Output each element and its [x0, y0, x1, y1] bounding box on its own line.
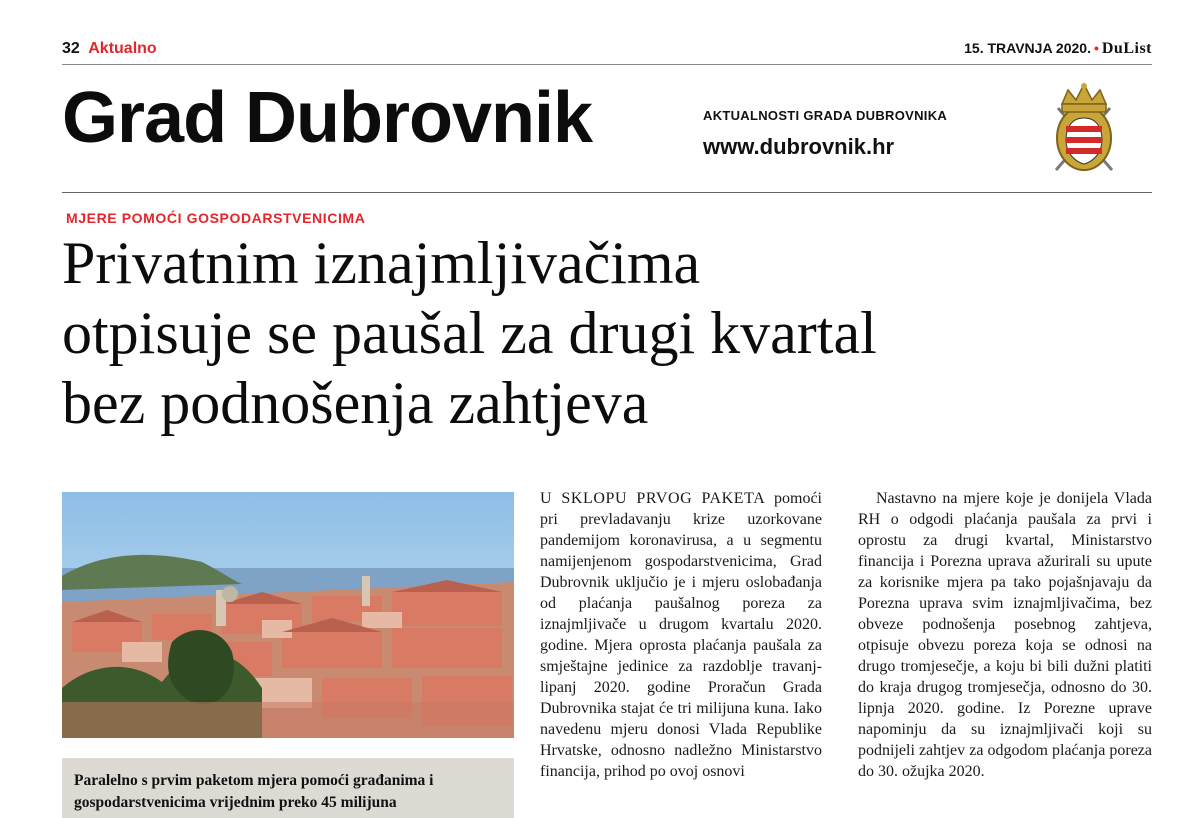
page-number: [62, 40, 157, 58]
column-2-text: Nastavno na mjere koje je donijela Vlada RH o odgodi plaćanja paušala za prvi i oprostu za drugi kvartal, Ministarstvo financija i Porezna uprava ažurirali su upute za korisnike mjera pa tako pojašnjavaju da Porezna uprava svim iznajmljivačima, bez obveze podnošenja posebnog zahtjeva, otpisuje obvezu poreza koja se odnosi na drugo tromjesečje, a koju bi bili dužni platiti do kraja drugog tromjesečja, odnosno do 30. lipnja 2020. godine. Iz Porezne uprave napominju da su iznajmljivači koji su podnijeli zahtjev za odgodom plaćanja poreza do 30. ožujka 2020.: [858, 490, 1152, 780]
coat-of-arms-icon: [1048, 78, 1120, 178]
masthead-title: Grad Dubrovnik: [62, 78, 593, 158]
article-column-1: [540, 488, 822, 782]
article-column-2: [858, 488, 1152, 782]
top-bar: [62, 38, 1152, 64]
headline-line-2: otpisuje se paušal za drugi kvartal: [62, 300, 877, 366]
issue-date: 15. TRAVNJA 2020.: [964, 40, 1091, 56]
masthead-divider: [62, 192, 1152, 193]
article-headline: [62, 228, 1162, 438]
lead-in: U SKLOPU PRVOG PAKETA: [540, 490, 766, 507]
callout-text: Paralelno s prvim paketom mjera pomoći građanima i gospodarstvenicima vrijednim preko 45 milijuna: [74, 772, 434, 811]
dateline: [964, 40, 1152, 58]
headline-line-3: bez podnošenja zahtjeva: [62, 370, 649, 436]
masthead-tagline: AKTUALNOSTI GRADA DUBROVNIKA: [703, 108, 948, 123]
callout-box: [62, 758, 514, 818]
dubrovnik-rooftops-photo: [62, 492, 514, 738]
website-link[interactable]: www.dubrovnik.hr: [703, 134, 895, 159]
separator-dot-icon: •: [1093, 40, 1099, 56]
column-1-text: pomoći pri prevladavanju krize uzorkovane pandemijom koronavirusa, a u segmentu namijenjenom gospodarstvenicima, Grad Dubrovnik uključio je i mjeru oslobađanja od plaćanja paušalnog poreza za iznajmljivače u drugom kvartalu 2020. godine. Mjera oprosta plaćanja paušala za smještajne jedinice za razdoblje travanj-lipanj 2020. godine Proračun Grada Dubrovnika stajat će tri milijuna kuna. Iako navedenu mjeru donosi Vlada Republike Hrvatske, odnosno nadležno Ministarstvo financija, prihod po ovoj osnovi: [540, 490, 823, 780]
page-number-value: 32: [62, 40, 80, 57]
article-kicker: MJERE POMOĆI GOSPODARSTVENICIMA: [66, 210, 366, 226]
top-divider: [62, 64, 1152, 65]
headline-line-1: Privatnim iznajmljivačima: [62, 230, 701, 296]
section-label: Aktualno: [88, 40, 157, 57]
publication-name: DuList: [1101, 40, 1152, 57]
